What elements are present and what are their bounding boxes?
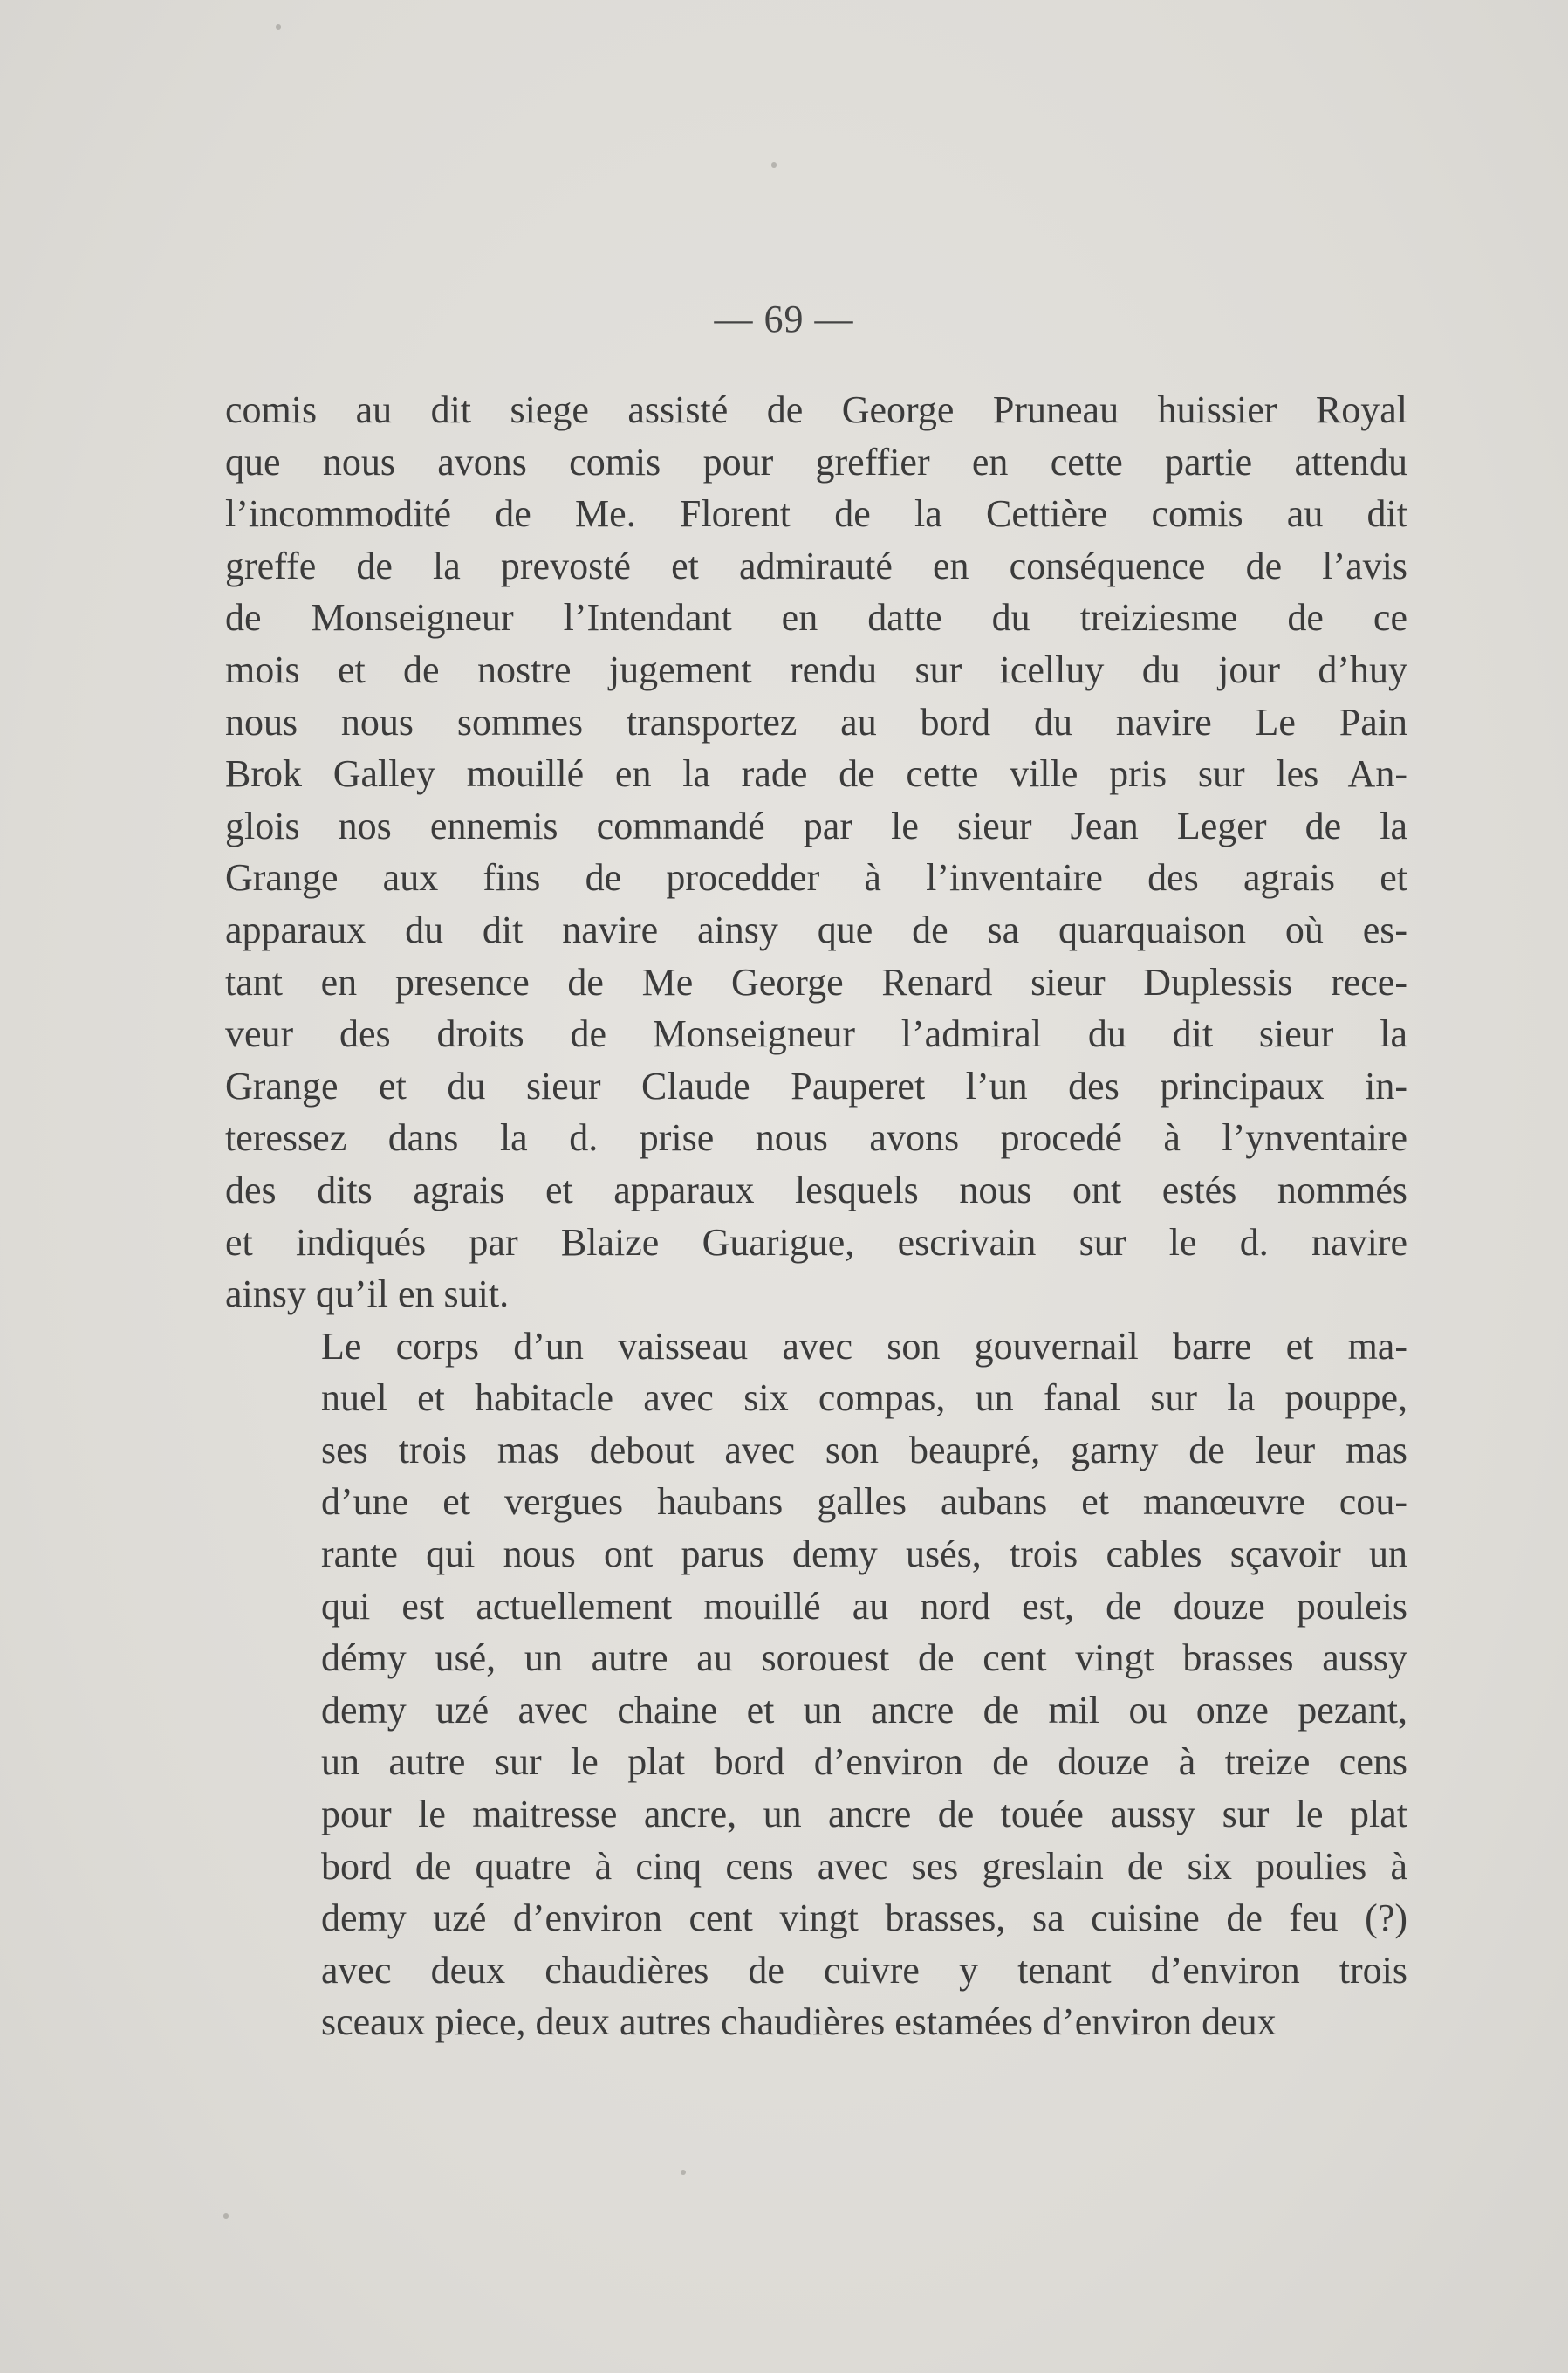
paragraph-2 (225, 1320, 1407, 2048)
text-line: teressez dans la d. prise nous avons procedé à l’ynventaire (225, 1116, 1407, 1160)
text-line: Grange aux fins de procedder à l’inventaire des agrais et (225, 856, 1407, 900)
text-line: qui est actuellement mouillé au nord est, de douze pouleis (321, 1584, 1407, 1628)
text-line: démy usé, un autre au sorouest de cent vingt brasses aussy (321, 1636, 1407, 1680)
text-line: tant en presence de Me George Renard sieur Duplessis rece- (225, 960, 1407, 1004)
text-line: ainsy qu’il en suit. (225, 1272, 510, 1316)
text-line: d’une et vergues haubans galles aubans et manœuvre cou- (321, 1480, 1407, 1524)
text-line: comis au dit siege assisté de George Pruneau huissier Royal (225, 388, 1407, 431)
text-line: glois nos ennemis commandé par le sieur Jean Leger de la (225, 804, 1407, 847)
text-line: demy uzé d’environ cent vingt brasses, sa cuisine de feu (?) (321, 1896, 1407, 1940)
text-line: Le corps d’un vaisseau avec son gouvernail barre et ma- (321, 1324, 1407, 1368)
text-line: nuel et habitacle avec six compas, un fanal sur la pouppe, (321, 1376, 1407, 1420)
body-text (225, 384, 1407, 2048)
text-line: ses trois mas debout avec son beaupré, garny de leur mas (321, 1428, 1407, 1471)
text-line: Brok Galley mouillé en la rade de cette ville pris sur les An- (225, 752, 1407, 796)
text-line: bord de quatre à cinq cens avec ses greslain de six poulies à (321, 1844, 1407, 1888)
text-line: Grange et du sieur Claude Pauperet l’un des principaux in- (225, 1064, 1407, 1108)
text-line: de Monseigneur l’Intendant en datte du treiziesme de ce (225, 596, 1407, 640)
paper-speck (681, 2170, 686, 2175)
paragraph-1 (225, 384, 1407, 1320)
text-line: veur des droits de Monseigneur l’admiral du dit sieur la (225, 1012, 1407, 1056)
paper-speck (771, 162, 777, 168)
text-line: l’incommodité de Me. Florent de la Cettière comis au dit (225, 492, 1407, 536)
text-line: un autre sur le plat bord d’environ de douze à treize cens (321, 1740, 1407, 1784)
text-line: greffe de la prevosté et admirauté en conséquence de l’avis (225, 544, 1407, 587)
text-line: pour le maitresse ancre, un ancre de touée aussy sur le plat (321, 1793, 1407, 1836)
text-line: que nous avons comis pour greffier en cette partie attendu (225, 440, 1407, 484)
text-line: apparaux du dit navire ainsy que de sa quarquaison où es- (225, 908, 1407, 951)
text-line: mois et de nostre jugement rendu sur icelluy du jour d’huy (225, 648, 1407, 691)
page-number: — 69 — (714, 298, 854, 340)
paper-speck (223, 2213, 229, 2219)
text-line: et indiqués par Blaize Guarigue, escrivain sur le d. navire (225, 1220, 1407, 1264)
text-line: demy uzé avec chaine et un ancre de mil ou onze pezant, (321, 1688, 1407, 1732)
text-line: rante qui nous ont parus demy usés, trois cables sçavoir un (321, 1533, 1407, 1576)
paper-speck (276, 24, 281, 30)
text-line: avec deux chaudières de cuivre y tenant d’environ trois (321, 1948, 1407, 1992)
text-line: sceaux piece, deux autres chaudières estamées d’environ deux (321, 2000, 1277, 2044)
text-line: nous nous sommes transportez au bord du navire Le Pain (225, 700, 1407, 744)
text-line: des dits agrais et apparaux lesquels nous ont estés nommés (225, 1168, 1407, 1211)
